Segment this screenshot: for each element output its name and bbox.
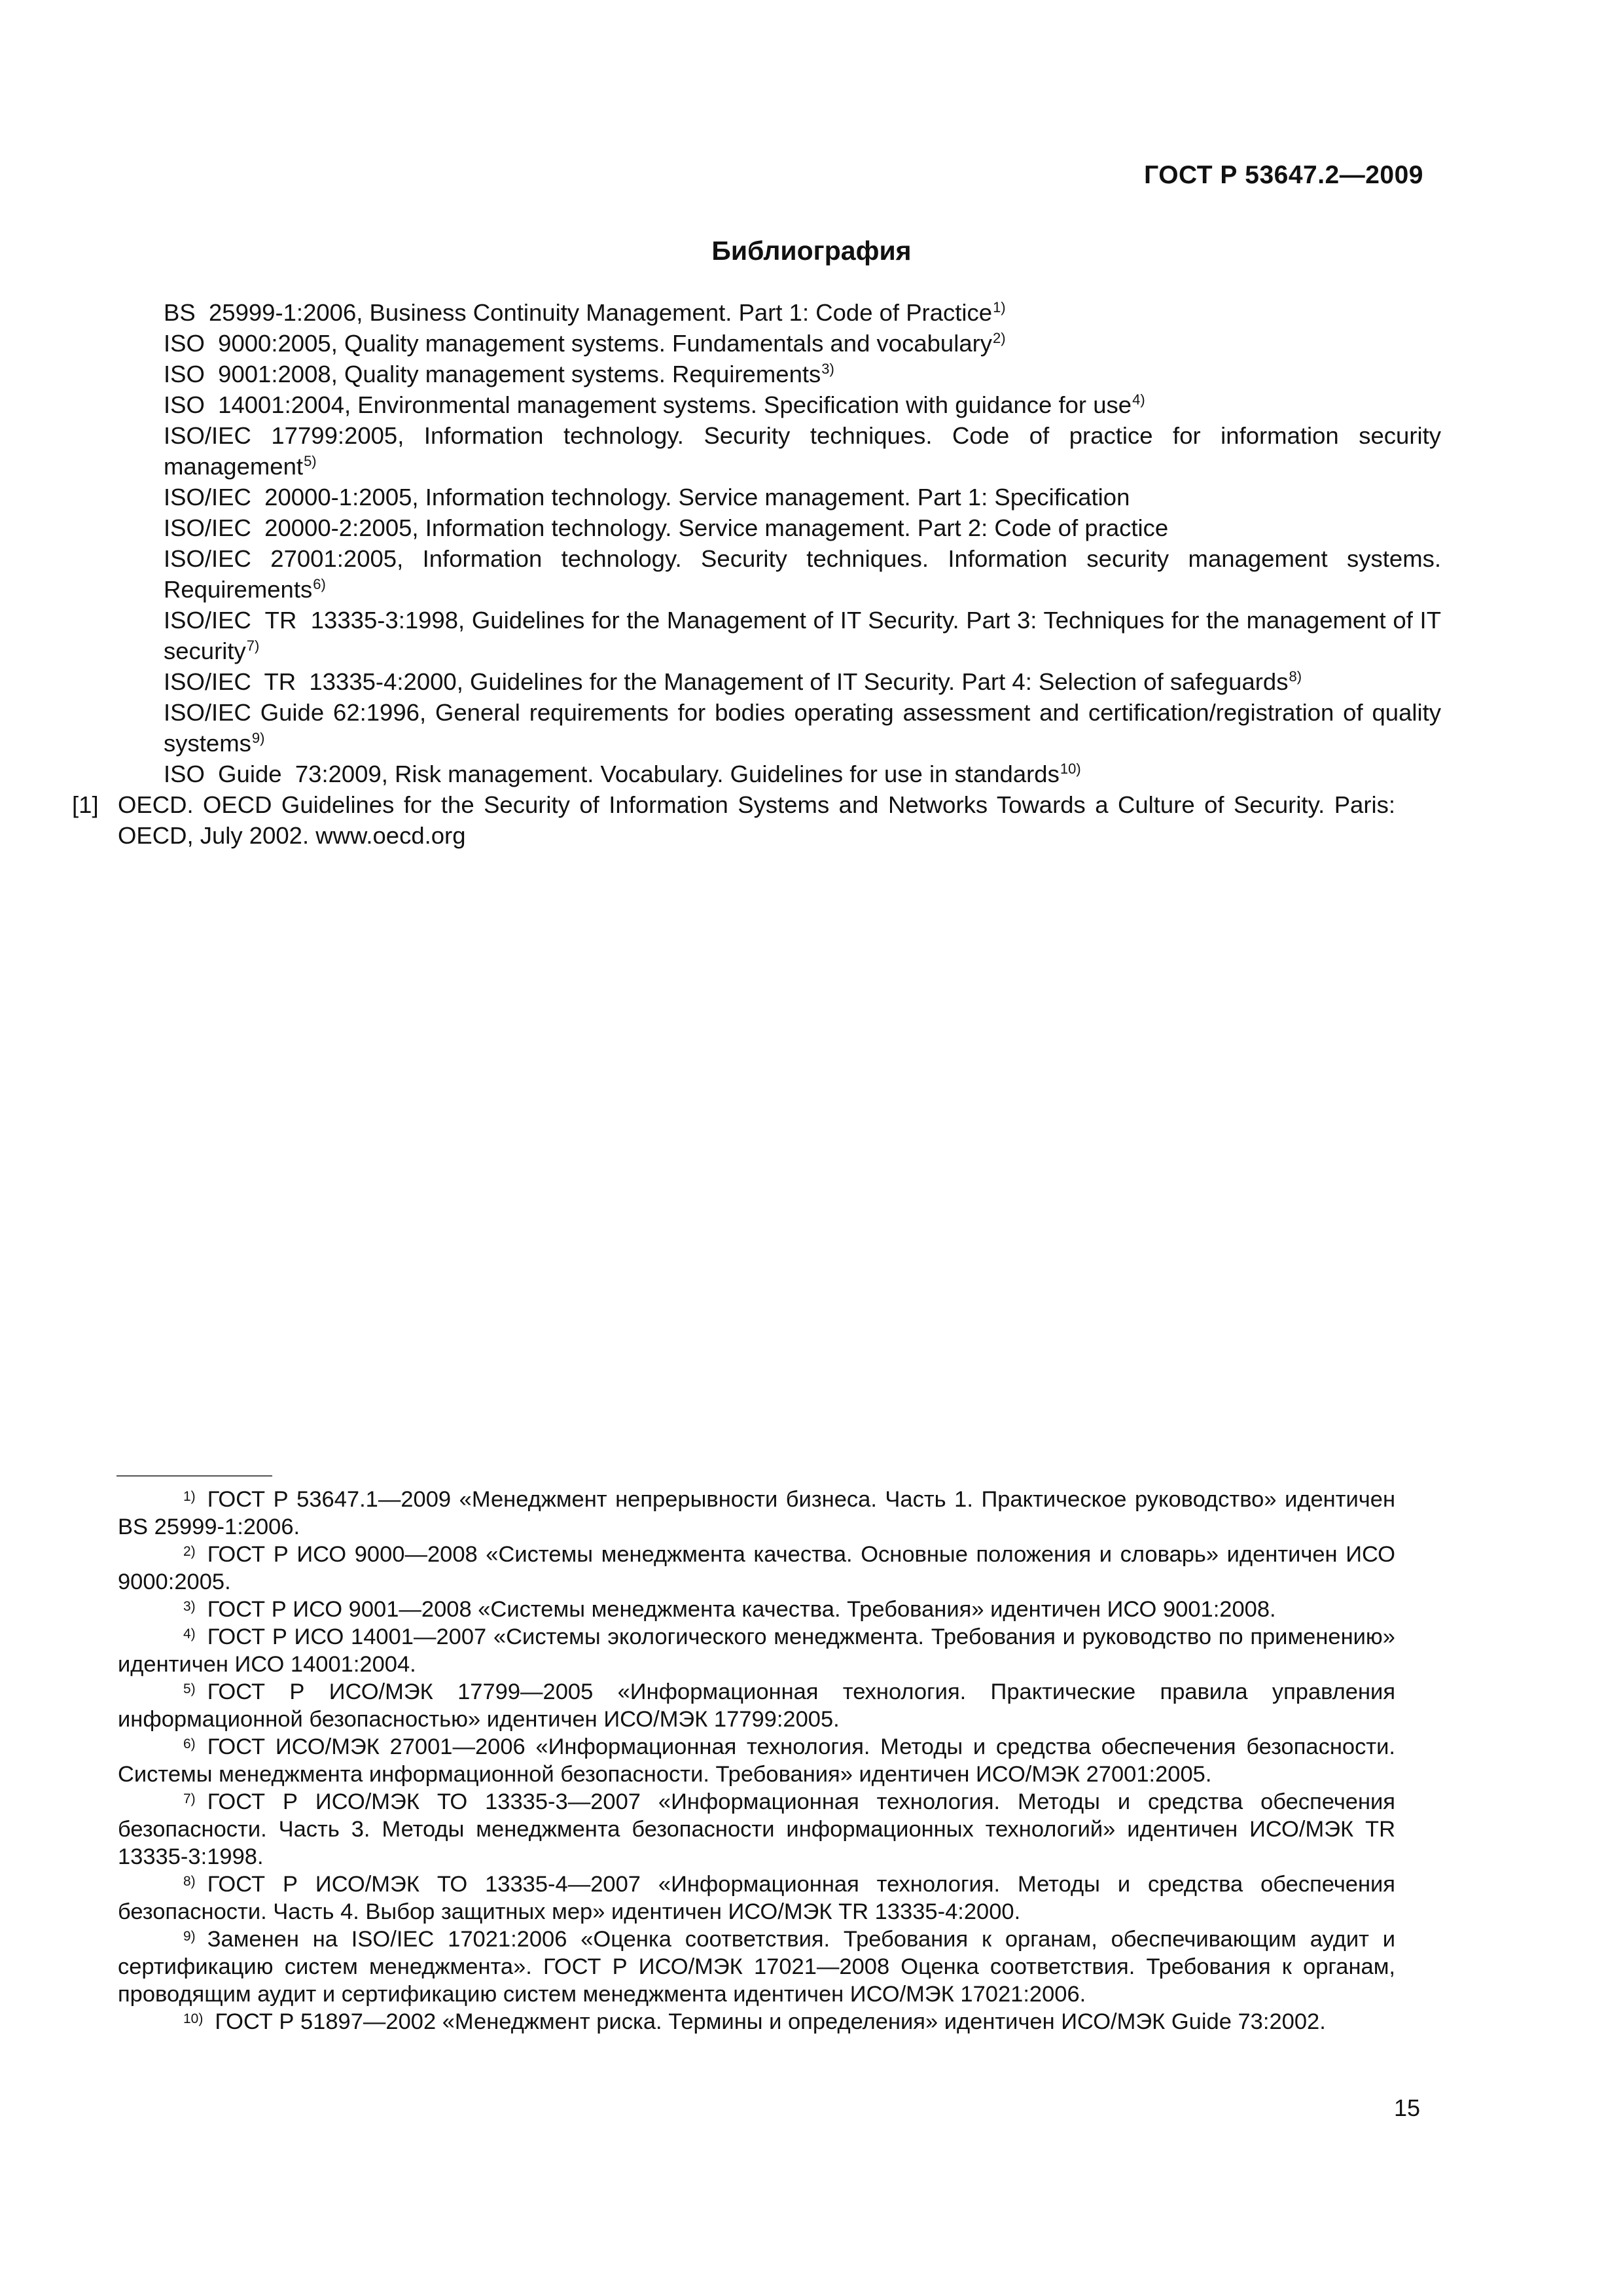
footnote-text: ГОСТ Р ИСО/МЭК ТО 13335-4—2007 «Информационная технология. Методы и средства обеспечения безопасности. Часть 4. Выбор защитных мер» идентичен ИСО/МЭК TR 13335-4:2000.	[118, 1872, 1395, 1924]
footnote-text: ГОСТ Р ИСО 9001—2008 «Системы менеджмента качества. Требования» идентичен ИСО 9001:2008.	[207, 1597, 1276, 1622]
entry-title: Information technology. Service management. Part 2: Code of practice	[418, 514, 1169, 541]
page-number: 15	[1393, 2094, 1420, 2121]
footnote-mark: 9)	[183, 1929, 196, 1944]
entry-title: Business Continuity Management. Part 1: Code of Practice	[363, 299, 993, 326]
footnote-reference: 9)	[251, 730, 265, 746]
entry-title: Information technology. Security techniques. Code of practice for information security management	[164, 422, 1441, 480]
entry-number	[0, 297, 164, 328]
entry-number	[0, 697, 164, 759]
footnote-text: ГОСТ Р ИСО 14001—2007 «Системы экологического менеджмента. Требования и руководство по применению» идентичен ИСО 14001:2004.	[118, 1624, 1395, 1677]
standard-code: ISO/IEC TR 13335-3:1998,	[164, 607, 465, 634]
entry-number	[0, 512, 164, 543]
entry-body	[164, 389, 1441, 420]
entry-body	[164, 482, 1441, 512]
footnote	[118, 1678, 1395, 1733]
footnote	[118, 1788, 1395, 1871]
entry-title: Guidelines for the Management of IT Security. Part 3: Techniques for the management of IT security	[164, 607, 1441, 664]
entry-title: Quality management systems. Fundamentals and vocabulary	[337, 330, 993, 357]
entry-number	[0, 482, 164, 512]
entry-title: General requirements for bodies operating assessment and certification/registration of quality systems	[164, 699, 1441, 757]
standard-code: ISO/IEC 20000-2:2005,	[164, 514, 419, 541]
entry-title: Quality management systems. Requirements	[337, 361, 821, 387]
entry-number	[0, 605, 164, 666]
standard-code: ISO 9001:2008,	[164, 361, 338, 387]
entry-body	[118, 789, 1395, 851]
standard-code: ISO/IEC Guide 62:1996,	[164, 699, 427, 726]
footnote-mark: 5)	[183, 1681, 196, 1696]
bibliography-entry	[0, 389, 1623, 420]
entry-title: Information technology. Service management. Part 1: Specification	[418, 484, 1130, 511]
footnote	[118, 1871, 1395, 1926]
footnote	[118, 2008, 1395, 2036]
bibliography-entry	[0, 666, 1623, 697]
entry-body	[164, 420, 1441, 482]
footnote-reference: 5)	[304, 453, 317, 469]
bibliography-entry	[0, 328, 1623, 359]
footnote-mark: 4)	[183, 1626, 196, 1641]
footnote-mark: 7)	[183, 1791, 196, 1806]
entry-number	[0, 666, 164, 697]
footnote-mark: 1)	[183, 1489, 196, 1504]
entry-number	[0, 759, 164, 789]
standard-code: ISO/IEC 20000-1:2005,	[164, 484, 419, 511]
footnote-mark: 3)	[183, 1599, 196, 1614]
entry-number	[0, 543, 164, 605]
entry-body	[164, 666, 1441, 697]
entry-number	[0, 389, 164, 420]
footnote	[118, 1926, 1395, 2008]
footnote-reference: 6)	[313, 576, 326, 592]
standard-code: ISO/IEC 27001:2005,	[164, 545, 404, 572]
standard-code: ISO 9000:2005,	[164, 330, 338, 357]
entry-number: [1]	[72, 791, 99, 818]
entry-body	[164, 543, 1441, 605]
document-code: ГОСТ Р 53647.2—2009	[1144, 161, 1423, 189]
standard-code: ISO/IEC 17799:2005,	[164, 422, 404, 449]
entry-title: Guidelines for the Management of IT Security. Part 4: Selection of safeguards	[463, 668, 1289, 695]
entry-number	[0, 328, 164, 359]
footnotes-list	[118, 1486, 1395, 2036]
footnote-text: ГОСТ Р ИСО/МЭК 17799—2005 «Информационная технология. Практические правила управления информационной безопасностью» идентичен ИСО/МЭК 17799:2005.	[118, 1679, 1395, 1732]
bibliography-entry	[0, 759, 1623, 789]
footnote-reference: 4)	[1132, 391, 1145, 408]
entry-title: Environmental management systems. Specification with guidance for use	[351, 391, 1132, 418]
bibliography-entry	[0, 543, 1623, 605]
footnote	[118, 1623, 1395, 1678]
entry-title: Risk management. Vocabulary. Guidelines for use in standards	[387, 761, 1060, 787]
standard-code: ISO Guide 73:2009,	[164, 761, 388, 787]
footnote	[118, 1486, 1395, 1541]
entry-body	[164, 697, 1441, 759]
footnote-text: ГОСТ Р ИСО 9000—2008 «Системы менеджмента качества. Основные положения и словарь» идентичен ИСО 9000:2005.	[118, 1542, 1395, 1594]
footnote-text: ГОСТ Р 53647.1—2009 «Менеджмент непрерывности бизнеса. Часть 1. Практическое руководство» идентичен BS 25999-1:2006.	[118, 1487, 1395, 1539]
footnote-text: Заменен на ISO/IEC 17021:2006 «Оценка соответствия. Требования к органам, обеспечивающим аудит и сертификацию систем менеджмента». ГОСТ Р ИСО/МЭК 17021—2008 Оценка соответствия. Требования к органам, проводящим аудит и сертификацию систем менеджмента идентичен ИСО/МЭК 17021:2006.	[118, 1927, 1395, 2007]
footnote-reference: 1)	[993, 299, 1006, 315]
footnote-mark: 2)	[183, 1544, 196, 1559]
footnote-mark: 10)	[183, 2011, 204, 2026]
footnote-reference: 8)	[1289, 668, 1302, 685]
entry-title: Information technology. Security techniques. Information security management systems. Requirements	[164, 545, 1441, 603]
footnote-text: ГОСТ Р 51897—2002 «Менеджмент риска. Термины и определения» идентичен ИСО/МЭК Guide 73:2002.	[215, 2009, 1326, 2034]
footnote-reference: 3)	[821, 361, 834, 377]
footnote	[118, 1541, 1395, 1596]
entry-body	[164, 512, 1441, 543]
bibliography-entry	[0, 789, 1623, 851]
footnote-mark: 6)	[183, 1736, 196, 1751]
bibliography-entry	[0, 512, 1623, 543]
footnote	[118, 1733, 1395, 1788]
entry-body	[164, 759, 1441, 789]
page-title: Библиография	[711, 236, 912, 266]
footnote	[118, 1596, 1395, 1623]
footnote-text: ГОСТ ИСО/МЭК 27001—2006 «Информационная технология. Методы и средства обеспечения безопасности. Системы менеджмента информационной безопасности. Требования» идентичен ИСО/МЭК 27001:2005.	[118, 1734, 1395, 1787]
entry-body	[164, 359, 1441, 389]
bibliography-entry	[0, 697, 1623, 759]
footnote-reference: 2)	[993, 330, 1006, 346]
entry-number	[0, 420, 164, 482]
standard-code: ISO 14001:2004,	[164, 391, 351, 418]
footnote-divider	[116, 1475, 272, 1477]
entry-body	[164, 328, 1441, 359]
footnote-reference: 7)	[246, 637, 260, 654]
standard-code: BS 25999-1:2006,	[164, 299, 363, 326]
bibliography-list	[0, 297, 1623, 851]
bibliography-entry	[0, 297, 1623, 328]
bibliography-entry	[0, 605, 1623, 666]
bibliography-entry	[0, 482, 1623, 512]
footnote-mark: 8)	[183, 1874, 196, 1889]
entry-body	[164, 605, 1441, 666]
bibliography-entry	[0, 359, 1623, 389]
footnote-text: ГОСТ Р ИСО/МЭК ТО 13335-3—2007 «Информационная технология. Методы и средства обеспечения безопасности. Часть 3. Методы менеджмента безопасности информационных технологий» идентичен ИСО/МЭК TR 13335-3:1998.	[118, 1789, 1395, 1869]
bibliography-entry	[0, 420, 1623, 482]
entry-number	[0, 359, 164, 389]
footnote-reference: 10)	[1060, 761, 1081, 777]
entry-title: OECD. OECD Guidelines for the Security of Information Systems and Networks Towards a Culture of Security. Paris: OECD, July 2002. www.oecd.org	[118, 791, 1395, 849]
standard-code: ISO/IEC TR 13335-4:2000,	[164, 668, 463, 695]
entry-body	[164, 297, 1441, 328]
